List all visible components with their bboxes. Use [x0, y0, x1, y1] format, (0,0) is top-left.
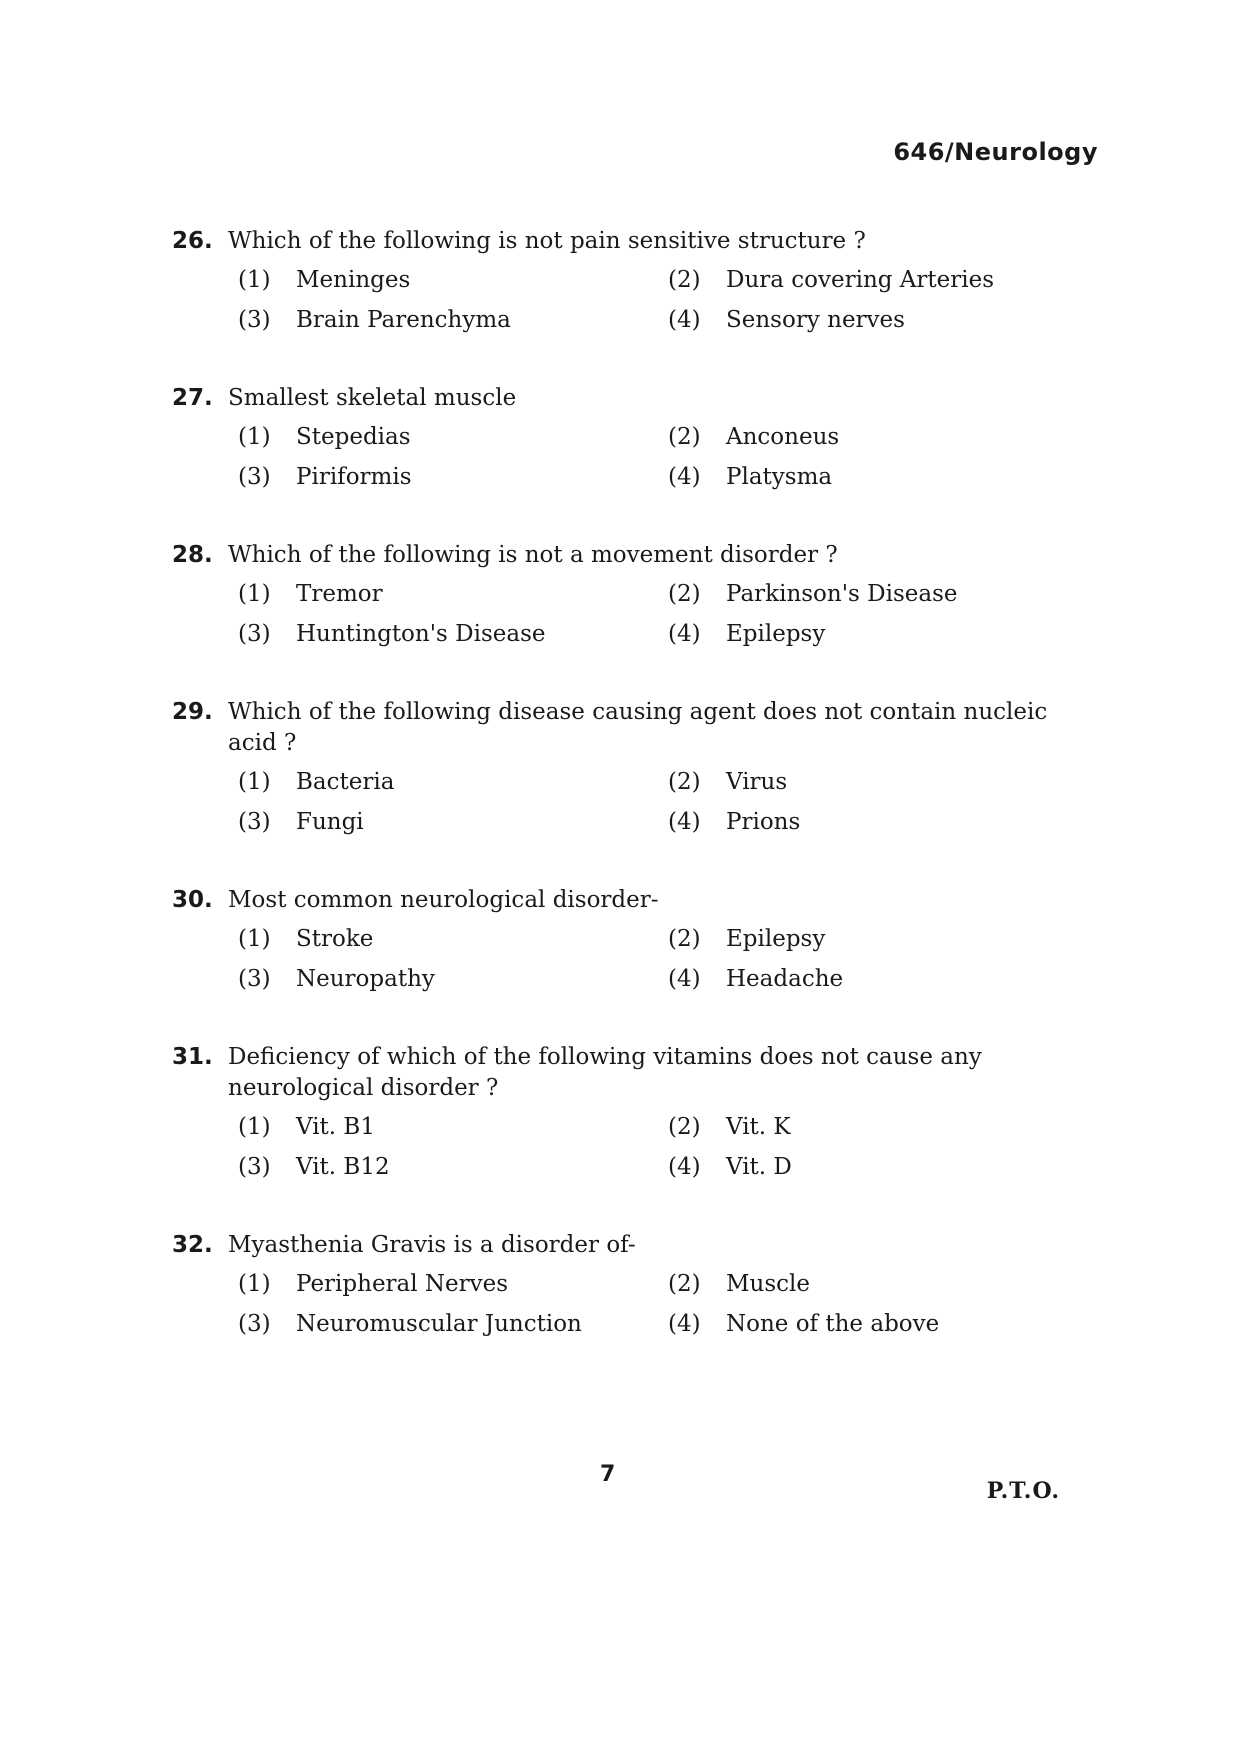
question-text: Which of the following disease causing agent does not contain nucleic acid ?: [228, 699, 1048, 756]
question-text: Deficiency of which of the following vitamins does not cause any neurological disorder ?: [228, 1044, 982, 1101]
option-text: Parkinson's Disease: [726, 581, 958, 607]
question-list: [172, 226, 1102, 1387]
option-text: Headache: [726, 966, 844, 992]
option-number: (3): [238, 1154, 271, 1180]
option-1: [238, 924, 668, 954]
option-text: Sensory nerves: [726, 307, 905, 333]
option-grid: [238, 1112, 1102, 1182]
option-grid: [238, 422, 1102, 492]
option-3: [238, 964, 668, 994]
option-text: Tremor: [296, 581, 383, 607]
option-1: [238, 579, 668, 609]
option-4: [668, 1152, 1098, 1182]
option-text: Platysma: [726, 464, 833, 490]
option-1: [238, 1112, 668, 1142]
option-4: [668, 305, 1098, 335]
option-number: (4): [668, 1311, 701, 1337]
option-text: Vit. B1: [296, 1114, 375, 1140]
option-number: (2): [668, 424, 701, 450]
option-number: (4): [668, 307, 701, 333]
option-text: Stroke: [296, 926, 374, 952]
question-text: Smallest skeletal muscle: [228, 385, 517, 411]
option-grid: [238, 265, 1102, 335]
option-text: Fungi: [296, 809, 364, 835]
option-2: [668, 1269, 1098, 1299]
option-text: Peripheral Nerves: [296, 1271, 509, 1297]
option-text: Neuromuscular Junction: [296, 1311, 582, 1337]
option-number: (3): [238, 464, 271, 490]
option-grid: [238, 767, 1102, 837]
option-text: Meninges: [296, 267, 411, 293]
option-text: None of the above: [726, 1311, 940, 1337]
option-number: (2): [668, 1271, 701, 1297]
option-number: (1): [238, 581, 271, 607]
option-4: [668, 619, 1098, 649]
please-turn-over: P.T.O.: [986, 1478, 1060, 1504]
option-number: (3): [238, 809, 271, 835]
option-text: Dura covering Arteries: [726, 267, 995, 293]
option-3: [238, 807, 668, 837]
question-number: 27.: [172, 385, 213, 411]
option-number: (2): [668, 1114, 701, 1140]
option-2: [668, 579, 1098, 609]
option-3: [238, 462, 668, 492]
option-number: (3): [238, 307, 271, 333]
paper-code-header: 646/Neurology: [893, 138, 1098, 166]
option-grid: [238, 579, 1102, 649]
option-number: (1): [238, 424, 271, 450]
question-31: [172, 1042, 1102, 1182]
option-text: Huntington's Disease: [296, 621, 546, 647]
question-28: [172, 540, 1102, 649]
option-number: (4): [668, 966, 701, 992]
option-text: Brain Parenchyma: [296, 307, 511, 333]
option-number: (4): [668, 464, 701, 490]
option-grid: [238, 924, 1102, 994]
option-4: [668, 807, 1098, 837]
question-number: 30.: [172, 887, 213, 913]
option-2: [668, 767, 1098, 797]
question-number: 32.: [172, 1232, 213, 1258]
option-text: Vit. D: [726, 1154, 792, 1180]
option-text: Virus: [726, 769, 788, 795]
option-2: [668, 265, 1098, 295]
question-text: Which of the following is not a movement disorder ?: [228, 542, 838, 568]
option-text: Muscle: [726, 1271, 811, 1297]
question-number: 26.: [172, 228, 213, 254]
option-text: Epilepsy: [726, 621, 826, 647]
option-text: Bacteria: [296, 769, 395, 795]
question-27: [172, 383, 1102, 492]
option-3: [238, 1309, 668, 1339]
option-1: [238, 767, 668, 797]
option-2: [668, 422, 1098, 452]
option-text: Piriformis: [296, 464, 412, 490]
question-29: [172, 697, 1102, 837]
page-number: 7: [600, 1462, 616, 1487]
option-1: [238, 1269, 668, 1299]
option-text: Stepedias: [296, 424, 411, 450]
question-number: 29.: [172, 699, 213, 725]
option-2: [668, 1112, 1098, 1142]
option-number: (1): [238, 1114, 271, 1140]
option-grid: [238, 1269, 1102, 1339]
option-number: (3): [238, 621, 271, 647]
option-number: (2): [668, 267, 701, 293]
option-number: (3): [238, 1311, 271, 1337]
option-3: [238, 305, 668, 335]
option-number: (1): [238, 926, 271, 952]
option-4: [668, 1309, 1098, 1339]
option-number: (4): [668, 1154, 701, 1180]
option-number: (1): [238, 769, 271, 795]
option-2: [668, 924, 1098, 954]
question-30: [172, 885, 1102, 994]
question-text: Most common neurological disorder-: [228, 887, 659, 913]
option-text: Vit. K: [726, 1114, 791, 1140]
option-text: Prions: [726, 809, 801, 835]
option-number: (1): [238, 267, 271, 293]
question-text: Which of the following is not pain sensitive structure ?: [228, 228, 866, 254]
option-number: (2): [668, 926, 701, 952]
question-text: Myasthenia Gravis is a disorder of-: [228, 1232, 636, 1258]
option-number: (4): [668, 621, 701, 647]
question-number: 31.: [172, 1044, 213, 1070]
option-text: Anconeus: [726, 424, 840, 450]
option-number: (4): [668, 809, 701, 835]
option-3: [238, 1152, 668, 1182]
option-1: [238, 265, 668, 295]
question-number: 28.: [172, 542, 213, 568]
option-number: (3): [238, 966, 271, 992]
option-text: Epilepsy: [726, 926, 826, 952]
option-3: [238, 619, 668, 649]
option-text: Neuropathy: [296, 966, 435, 992]
option-1: [238, 422, 668, 452]
option-4: [668, 462, 1098, 492]
option-text: Vit. B12: [296, 1154, 390, 1180]
option-number: (2): [668, 769, 701, 795]
question-32: [172, 1230, 1102, 1339]
option-number: (1): [238, 1271, 271, 1297]
option-4: [668, 964, 1098, 994]
option-number: (2): [668, 581, 701, 607]
question-26: [172, 226, 1102, 335]
